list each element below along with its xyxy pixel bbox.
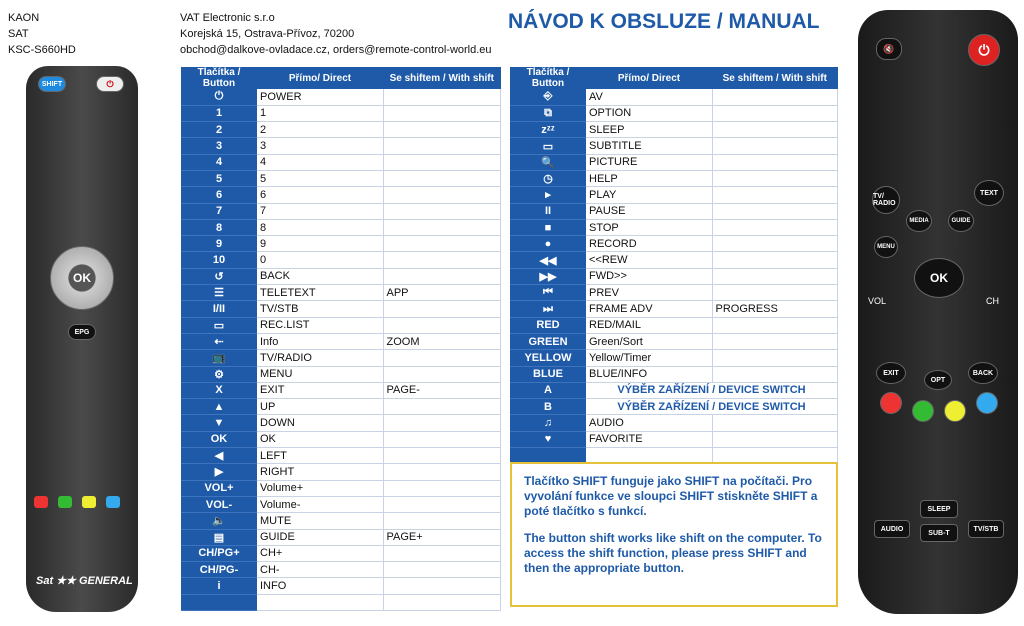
- shift-function: [383, 562, 501, 578]
- blue-key: [106, 496, 120, 508]
- remote-right-image: [858, 10, 1018, 614]
- back-button: BACK: [968, 362, 998, 384]
- table-row: [181, 562, 501, 578]
- direct-function: AUDIO: [586, 415, 712, 431]
- company-name: VAT Electronic s.r.o: [180, 12, 275, 24]
- col-shift: Se shiftem / With shift: [712, 67, 838, 89]
- shift-function: [712, 219, 838, 235]
- button-key: I/II: [181, 301, 257, 317]
- button-key: 🔍: [510, 154, 586, 170]
- shift-function: [383, 415, 501, 431]
- table-row: [510, 415, 838, 431]
- table-row: [181, 252, 501, 268]
- shift-note: [510, 462, 838, 607]
- yellow-key: [944, 400, 966, 422]
- button-key: CH/PG+: [181, 545, 257, 561]
- button-key: 6: [181, 187, 257, 203]
- blue-key: [976, 392, 998, 414]
- button-key: VOL-: [181, 496, 257, 512]
- shift-function: [712, 138, 838, 154]
- button-key: A: [510, 382, 586, 398]
- table-row: [510, 219, 838, 235]
- button-key: YELLOW: [510, 350, 586, 366]
- table-row: [181, 154, 501, 170]
- shift-function: PROGRESS: [712, 301, 838, 317]
- direct-function: 0: [257, 252, 383, 268]
- button-key: 2: [181, 122, 257, 138]
- col-button: Tlačítka / Button: [181, 67, 257, 89]
- table-row: [510, 154, 838, 170]
- shift-function: [712, 350, 838, 366]
- device-type: SAT: [8, 28, 29, 40]
- note-cz: Tlačítko SHIFT funguje jako SHIFT na počítači. Pro vyvolání funkce ve sloupci SHIFT stiskněte SHIFT a poté tlačítko s funkcí.: [524, 474, 818, 518]
- button-key: 1: [181, 105, 257, 121]
- button-key: II: [510, 203, 586, 219]
- shift-function: [712, 366, 838, 382]
- button-key: 8: [181, 219, 257, 235]
- button-key: zᶻᶻ: [510, 122, 586, 138]
- col-direct: Přímo/ Direct: [257, 67, 383, 89]
- shift-function: [383, 350, 501, 366]
- shift-function: [383, 170, 501, 186]
- table-row: [181, 431, 501, 447]
- device-brand: KAON: [8, 12, 40, 24]
- button-key: ◀: [181, 448, 257, 464]
- button-key: ⚙: [181, 366, 257, 382]
- shift-function: [383, 594, 501, 610]
- shift-function: [383, 268, 501, 284]
- direct-function: RECORD: [586, 236, 712, 252]
- direct-function: POWER: [257, 89, 383, 105]
- table-row: [181, 545, 501, 561]
- green-key: [58, 496, 72, 508]
- shift-function: [383, 203, 501, 219]
- table-row: [510, 399, 838, 415]
- table-row: [181, 594, 501, 610]
- table-row: [181, 187, 501, 203]
- button-key: ◷: [510, 170, 586, 186]
- button-key: 4: [181, 154, 257, 170]
- button-key: B: [510, 399, 586, 415]
- table-row: [181, 301, 501, 317]
- button-table-right: [510, 67, 838, 464]
- shift-function: [383, 122, 501, 138]
- button-key: 7: [181, 203, 257, 219]
- direct-function: FWD>>: [586, 268, 712, 284]
- note-en: The button shift works like shift on the computer. To access the shift function, please press SHIFT and then the appropriate button.: [524, 531, 822, 575]
- direct-function: EXIT: [257, 382, 383, 398]
- green-key: [912, 400, 934, 422]
- button-key: ▲: [181, 399, 257, 415]
- exit-button: EXIT: [876, 362, 906, 384]
- direct-function: 4: [257, 154, 383, 170]
- shift-function: APP: [383, 285, 501, 301]
- direct-function: OK: [257, 431, 383, 447]
- table-row: [181, 219, 501, 235]
- red-key: [34, 496, 48, 508]
- table-row: [181, 317, 501, 333]
- shift-function: [712, 236, 838, 252]
- button-key: 9: [181, 236, 257, 252]
- shift-function: [383, 317, 501, 333]
- button-key: ▸: [510, 187, 586, 203]
- table-row: [510, 138, 838, 154]
- table-row: [181, 89, 501, 105]
- shift-function: [383, 366, 501, 382]
- table-row: [181, 170, 501, 186]
- shift-button: SHIFT: [38, 76, 66, 92]
- col-direct: Přímo/ Direct: [586, 67, 712, 89]
- button-key: OK: [181, 431, 257, 447]
- button-key: RED: [510, 317, 586, 333]
- direct-function: [257, 594, 383, 610]
- table-row: [510, 317, 838, 333]
- button-key: ▶: [181, 464, 257, 480]
- table-row: [181, 366, 501, 382]
- direct-function: 5: [257, 170, 383, 186]
- button-key: ●: [510, 236, 586, 252]
- shift-function: [712, 187, 838, 203]
- direct-function: 7: [257, 203, 383, 219]
- shift-function: [383, 513, 501, 529]
- shift-function: [383, 431, 501, 447]
- table-row: [181, 415, 501, 431]
- shift-function: PAGE+: [383, 529, 501, 545]
- direct-function: SLEEP: [586, 122, 712, 138]
- button-key: ⧉: [510, 105, 586, 121]
- direct-function: CH-: [257, 562, 383, 578]
- table-row: [181, 464, 501, 480]
- shift-function: [712, 105, 838, 121]
- ch-label: CH: [986, 296, 999, 306]
- company-address: Korejská 15, Ostrava-Přívoz, 70200: [180, 28, 355, 40]
- shift-function: [712, 252, 838, 268]
- direct-function: PLAY: [586, 187, 712, 203]
- direct-function: LEFT: [257, 448, 383, 464]
- shift-function: [712, 333, 838, 349]
- button-key: X: [181, 382, 257, 398]
- direct-function: TV/RADIO: [257, 350, 383, 366]
- button-key: ⏮: [510, 285, 586, 301]
- shift-function: [383, 236, 501, 252]
- table-row: [181, 350, 501, 366]
- direct-function: REC.LIST: [257, 317, 383, 333]
- sleep-button: SLEEP: [920, 500, 958, 518]
- direct-function: Volume-: [257, 496, 383, 512]
- table-row: [510, 89, 838, 105]
- table-row: [510, 350, 838, 366]
- table-row: [181, 122, 501, 138]
- direct-function: Yellow/Timer: [586, 350, 712, 366]
- button-key: ♫: [510, 415, 586, 431]
- table-row: [181, 399, 501, 415]
- direct-function: PAUSE: [586, 203, 712, 219]
- direct-function: OPTION: [586, 105, 712, 121]
- direct-function: FRAME ADV: [586, 301, 712, 317]
- shift-function: [383, 545, 501, 561]
- direct-function: BLUE/INFO: [586, 366, 712, 382]
- direct-function: 1: [257, 105, 383, 121]
- remote-brand-logo: Sat ★★ GENERAL: [36, 575, 133, 587]
- direct-function: GUIDE: [257, 529, 383, 545]
- button-key: BLUE: [510, 366, 586, 382]
- button-key: ⇠: [181, 333, 257, 349]
- shift-function: [383, 464, 501, 480]
- device-model: KSC-S660HD: [8, 44, 76, 56]
- shift-function: PAGE-: [383, 382, 501, 398]
- button-key: 🔈: [181, 513, 257, 529]
- button-key: ◀◀: [510, 252, 586, 268]
- shift-function: [383, 448, 501, 464]
- audio-button: AUDIO: [874, 520, 910, 538]
- table-row: [181, 285, 501, 301]
- shift-function: [712, 170, 838, 186]
- direct-function: VÝBĚR ZAŘÍZENÍ / DEVICE SWITCH: [586, 399, 838, 415]
- button-key: ▼: [181, 415, 257, 431]
- shift-function: ZOOM: [383, 333, 501, 349]
- button-key: [181, 594, 257, 610]
- shift-function: [383, 301, 501, 317]
- direct-function: MENU: [257, 366, 383, 382]
- device-info: [8, 10, 76, 58]
- shift-function: [712, 203, 838, 219]
- opt-button: OPT: [924, 370, 952, 390]
- direct-function: Volume+: [257, 480, 383, 496]
- table-row: [510, 268, 838, 284]
- button-key: 📺: [181, 350, 257, 366]
- button-key: ■: [510, 219, 586, 235]
- button-table-left: [181, 67, 501, 611]
- button-key: CH/PG-: [181, 562, 257, 578]
- direct-function: VÝBĚR ZAŘÍZENÍ / DEVICE SWITCH: [586, 382, 838, 398]
- vol-label: VOL: [868, 296, 887, 306]
- table-row: [181, 529, 501, 545]
- table-row: [510, 431, 838, 447]
- direct-function: BACK: [257, 268, 383, 284]
- direct-function: FAVORITE: [586, 431, 712, 447]
- table-row: [510, 333, 838, 349]
- table-row: [181, 480, 501, 496]
- shift-function: [712, 285, 838, 301]
- shift-function: [383, 480, 501, 496]
- shift-function: [383, 496, 501, 512]
- direct-function: <<REW: [586, 252, 712, 268]
- button-key: ⏻: [181, 89, 257, 105]
- table-row: [510, 105, 838, 121]
- shift-function: [383, 154, 501, 170]
- shift-function: [383, 252, 501, 268]
- power-icon: ⏻: [968, 34, 1000, 66]
- table-row: [510, 236, 838, 252]
- table-row: [181, 333, 501, 349]
- button-key: ⏭: [510, 301, 586, 317]
- epg-button: EPG: [68, 324, 96, 340]
- button-key: 10: [181, 252, 257, 268]
- guide-button: GUIDE: [948, 210, 974, 232]
- direct-function: UP: [257, 399, 383, 415]
- col-button: Tlačítka / Button: [510, 67, 586, 89]
- button-key: ⎆: [510, 89, 586, 105]
- dpad-ok: OK: [50, 246, 114, 310]
- shift-function: [712, 415, 838, 431]
- table-row: [181, 448, 501, 464]
- table-row: [181, 105, 501, 121]
- button-key: VOL+: [181, 480, 257, 496]
- table-row: [181, 268, 501, 284]
- direct-function: CH+: [257, 545, 383, 561]
- direct-function: STOP: [586, 219, 712, 235]
- table-row: [510, 366, 838, 382]
- button-key: 5: [181, 170, 257, 186]
- button-key: ▭: [181, 317, 257, 333]
- direct-function: 2: [257, 122, 383, 138]
- shift-function: [712, 431, 838, 447]
- direct-function: AV: [586, 89, 712, 105]
- table-row: [510, 382, 838, 398]
- shift-function: [383, 399, 501, 415]
- table-row: [510, 301, 838, 317]
- table-row: [181, 203, 501, 219]
- red-key: [880, 392, 902, 414]
- table-row: [181, 138, 501, 154]
- direct-function: 9: [257, 236, 383, 252]
- menu-button: MENU: [874, 236, 898, 258]
- table-row: [181, 513, 501, 529]
- table-row: [181, 578, 501, 594]
- direct-function: TV/STB: [257, 301, 383, 317]
- shift-function: [712, 317, 838, 333]
- direct-function: TELETEXT: [257, 285, 383, 301]
- button-key: ☰: [181, 285, 257, 301]
- shift-function: [383, 578, 501, 594]
- button-key: ▤: [181, 529, 257, 545]
- yellow-key: [82, 496, 96, 508]
- company-emails: obchod@dalkove-ovladace.cz, orders@remote-control-world.eu: [180, 44, 492, 56]
- shift-function: [712, 268, 838, 284]
- button-key: i: [181, 578, 257, 594]
- direct-function: INFO: [257, 578, 383, 594]
- button-key: ↺: [181, 268, 257, 284]
- tvradio-button: TV/ RADIO: [872, 186, 900, 214]
- table-row: [181, 496, 501, 512]
- direct-function: DOWN: [257, 415, 383, 431]
- table-row: [510, 285, 838, 301]
- media-button: MEDIA: [906, 210, 932, 232]
- shift-function: [383, 89, 501, 105]
- table-row: [181, 382, 501, 398]
- page-title: NÁVOD K OBSLUZE / MANUAL: [508, 10, 820, 33]
- ok-button: OK: [914, 258, 964, 298]
- button-key: ▶▶: [510, 268, 586, 284]
- direct-function: HELP: [586, 170, 712, 186]
- direct-function: PREV: [586, 285, 712, 301]
- table-row: [510, 252, 838, 268]
- direct-function: 3: [257, 138, 383, 154]
- direct-function: 6: [257, 187, 383, 203]
- table-row: [510, 122, 838, 138]
- direct-function: Green/Sort: [586, 333, 712, 349]
- button-key: GREEN: [510, 333, 586, 349]
- direct-function: MUTE: [257, 513, 383, 529]
- button-key: ▭: [510, 138, 586, 154]
- shift-function: [383, 219, 501, 235]
- power-icon: ⏻: [96, 76, 124, 92]
- company-info: [180, 10, 492, 58]
- table-row: [510, 187, 838, 203]
- col-shift: Se shiftem / With shift: [383, 67, 501, 89]
- shift-function: [712, 89, 838, 105]
- shift-function: [383, 138, 501, 154]
- remote-left-image: [26, 66, 138, 612]
- direct-function: PICTURE: [586, 154, 712, 170]
- table-row: [510, 203, 838, 219]
- shift-function: [383, 187, 501, 203]
- direct-function: SUBTITLE: [586, 138, 712, 154]
- text-button: TEXT: [974, 180, 1004, 206]
- direct-function: Info: [257, 333, 383, 349]
- mute-icon: 🔇: [876, 38, 902, 60]
- button-key: 3: [181, 138, 257, 154]
- direct-function: 8: [257, 219, 383, 235]
- table-row: [181, 236, 501, 252]
- tvstb-button: TV/STB: [968, 520, 1004, 538]
- table-row: [510, 170, 838, 186]
- shift-function: [712, 154, 838, 170]
- direct-function: RIGHT: [257, 464, 383, 480]
- button-key: ♥: [510, 431, 586, 447]
- shift-function: [712, 122, 838, 138]
- direct-function: RED/MAIL: [586, 317, 712, 333]
- shift-function: [383, 105, 501, 121]
- subt-button: SUB-T: [920, 524, 958, 542]
